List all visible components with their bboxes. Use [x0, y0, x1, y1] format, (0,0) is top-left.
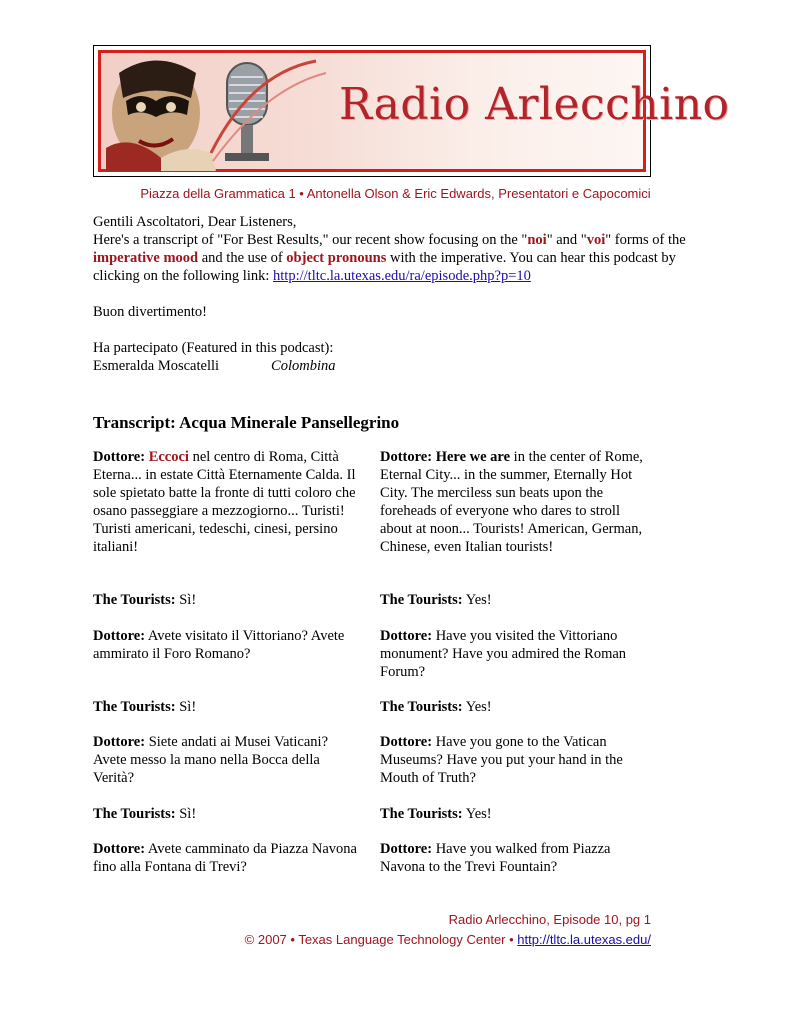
row-7-italian — [93, 840, 363, 876]
banner-title: Radio Arlecchino — [339, 79, 730, 130]
intro-text: and the use of — [198, 250, 287, 266]
intro-text: with the imperative. You can hear this podcast by clicking on the following link: — [93, 250, 676, 284]
line-text: Avete camminato da Piazza Navona fino alla Fontana di Trevi? — [93, 841, 357, 875]
eccoci-highlight: Eccoci — [148, 449, 189, 465]
intro-text: " forms of the — [605, 232, 686, 248]
person-name: Esmeralda Moscatelli — [93, 358, 220, 374]
voi-highlight: voi — [586, 232, 606, 248]
speaker: The Tourists: — [380, 699, 463, 715]
speaker: The Tourists: — [93, 592, 176, 608]
row-6-english — [380, 805, 650, 823]
speaker: Dottore: — [93, 628, 146, 644]
line-text: Have you visited the Vittoriano monument? Have you admired the Roman Forum? — [380, 628, 627, 680]
speaker: The Tourists: — [93, 699, 176, 715]
row-6-italian — [93, 805, 363, 823]
speaker: The Tourists: — [380, 592, 463, 608]
header-subline: Piazza della Grammatica 1 • Antonella Olson & Eric Edwards, Presentatori e Capocomici — [140, 186, 651, 201]
speaker: Dottore: — [380, 628, 433, 644]
intro-section — [93, 213, 703, 375]
row-5-english — [380, 733, 650, 787]
featured-person — [93, 357, 703, 375]
speaker: Dottore: Here we are — [380, 449, 511, 465]
row-4-italian — [93, 698, 363, 716]
episode-link[interactable]: http://tltc.la.utexas.edu/ra/episode.php?p=10 — [273, 268, 531, 284]
line-text: Have you walked from Piazza Navona to the Trevi Fountain? — [380, 841, 611, 875]
line-text: Yes! — [462, 592, 492, 608]
buon-divertimento: Buon divertimento! — [93, 304, 207, 320]
row-2-italian — [93, 591, 363, 609]
imperative-mood-highlight: imperative mood — [93, 250, 199, 266]
transcript-title: Transcript: Acqua Minerale Pansellegrino — [93, 413, 400, 432]
intro-text: " and " — [546, 232, 587, 248]
object-pronouns-highlight: object pronouns — [286, 250, 387, 266]
intro-text: Here's a transcript of "For Best Results," our recent show focusing on the " — [93, 232, 528, 248]
noi-highlight: noi — [527, 232, 547, 248]
row-1-italian — [93, 448, 363, 556]
footer-episode: Radio Arlecchino, Episode 10, pg 1 — [448, 912, 651, 927]
featured-label: Ha partecipato (Featured in this podcast): — [93, 340, 334, 356]
row-4-english — [380, 698, 650, 716]
speaker: The Tourists: — [380, 806, 463, 822]
row-3-english — [380, 627, 650, 681]
row-3-italian — [93, 627, 363, 663]
speaker: Dottore: — [380, 841, 433, 857]
line-text: Sì! — [175, 806, 197, 822]
line-text: Sì! — [175, 592, 197, 608]
speaker: Dottore: — [93, 841, 146, 857]
row-7-english — [380, 840, 650, 876]
footer-copyright — [245, 932, 651, 947]
line-text: Siete andati ai Musei Vaticani? Avete messo la mano nella Bocca della Verità? — [93, 734, 329, 786]
intro-paragraph — [93, 231, 703, 285]
speaker: Dottore: — [380, 734, 433, 750]
speaker: Dottore: — [93, 734, 146, 750]
line-text: Yes! — [462, 699, 492, 715]
line-text: Have you gone to the Vatican Museums? Have you put your hand in the Mouth of Truth? — [380, 734, 623, 786]
footer-link[interactable]: http://tltc.la.utexas.edu/ — [517, 932, 651, 947]
copyright-text: © 2007 • Texas Language Technology Center • — [244, 932, 518, 947]
row-2-english — [380, 591, 650, 609]
line-text: Sì! — [175, 699, 197, 715]
banner-frame — [98, 50, 730, 172]
line-text: Yes! — [462, 806, 492, 822]
row-1-english — [380, 448, 650, 556]
banner — [93, 45, 730, 177]
greeting: Gentili Ascoltatori, Dear Listeners, — [93, 214, 297, 230]
line-text: in the center of Rome, Eternal City... in the summer, Eternally Hot City. The merciless sun beats upon the foreheads of everyone who dares to stroll about at noon... Tourists! American, German, Chinese, even Italian tourists! — [380, 449, 643, 555]
person-role: Colombina — [271, 358, 336, 374]
line-text: Avete visitato il Vittoriano? Avete ammirato il Foro Romano? — [93, 628, 345, 662]
row-5-italian — [93, 733, 363, 787]
line-text: nel centro di Roma, Città Eterna... in estate Città Eternamente Calda. Il sole spietato batte la fronte di tutti coloro che osano passeggiare a mezzogiorno... Turisti! Turisti americani, tedeschi, cinesi, persino italiani! — [93, 449, 356, 555]
speaker: Dottore: — [93, 449, 146, 465]
speaker: The Tourists: — [93, 806, 176, 822]
